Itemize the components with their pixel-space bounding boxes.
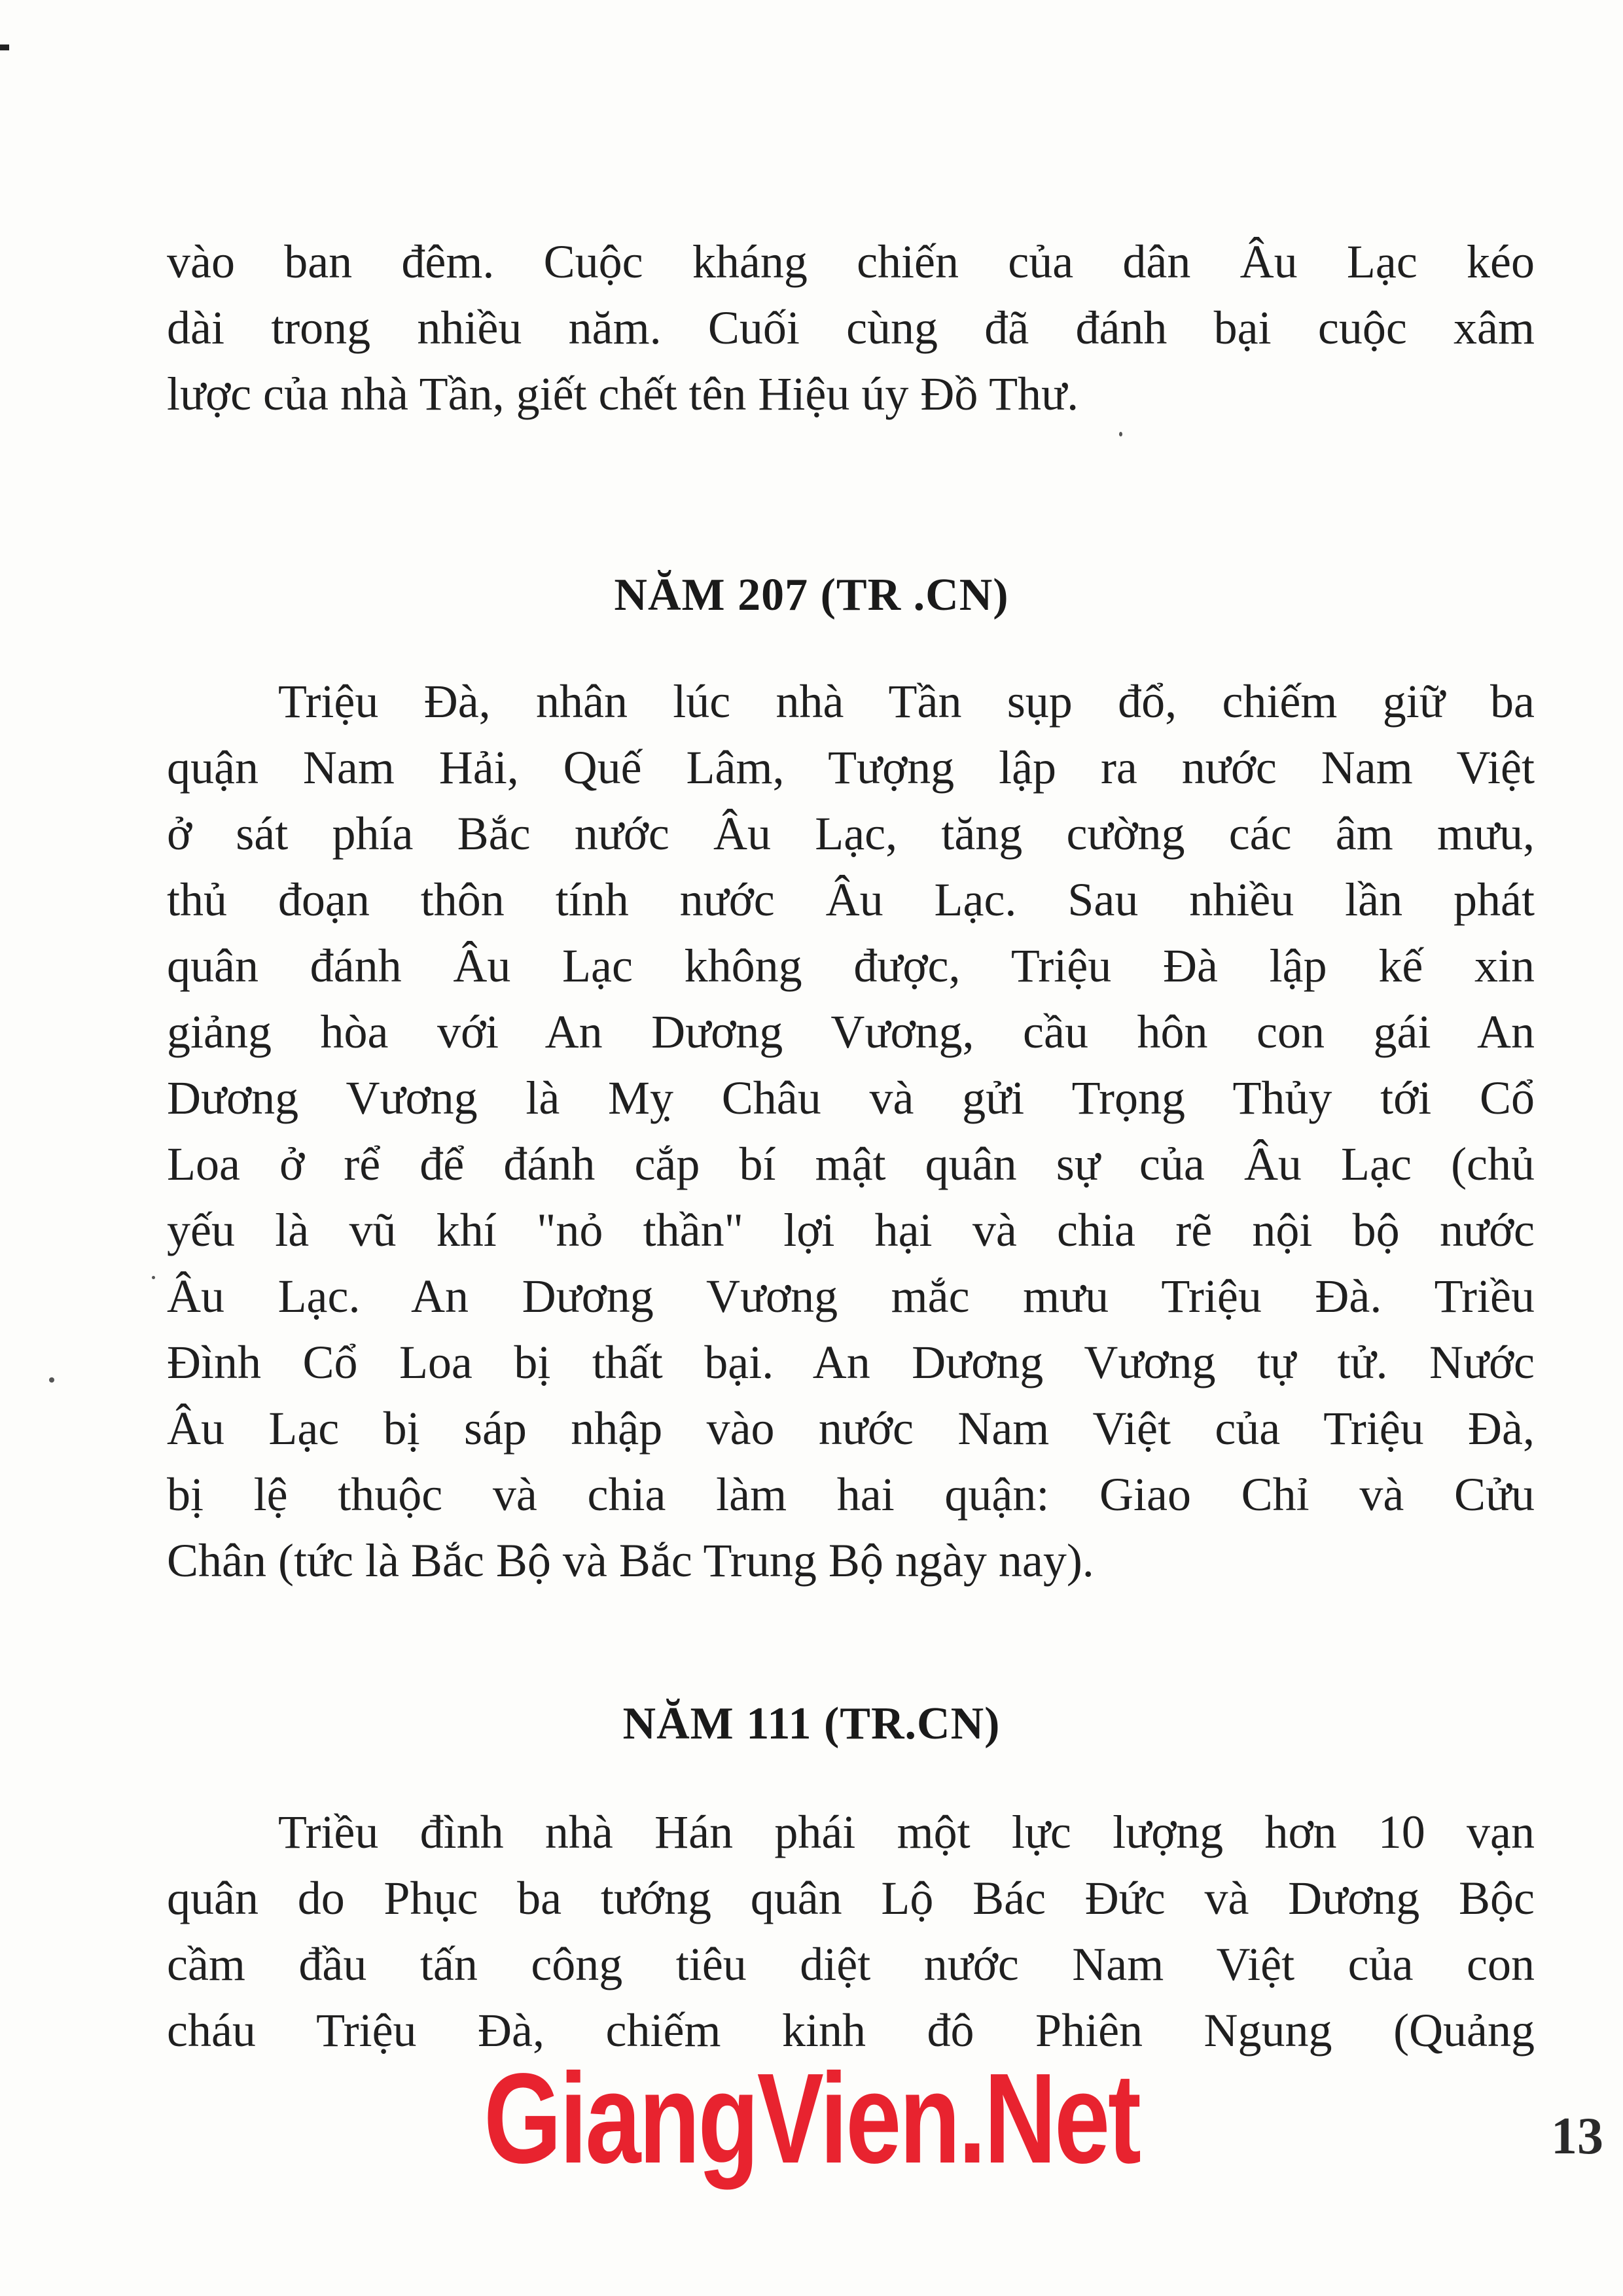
paragraph-line: Dương Vương là Mỵ Châu và gửi Trọng Thủy tới Cổ — [167, 1072, 1535, 1124]
paragraph-line: thủ đoạn thôn tính nước Âu Lạc. Sau nhiều lần phát — [167, 874, 1535, 926]
scan-speck — [49, 1377, 54, 1383]
paragraph-line: Triệu Đà, nhân lúc nhà Tần sụp đổ, chiếm giữ ba — [278, 675, 1535, 728]
continuation-paragraph — [167, 229, 1535, 427]
page-number: 13 — [1551, 2108, 1603, 2165]
section-heading-207: NĂM 207 (TR .CN) — [614, 570, 1009, 620]
paragraph-line: vào ban đêm. Cuộc kháng chiến của dân Âu Lạc kéo — [167, 236, 1535, 288]
paragraph-line: Chân (tức là Bắc Bộ và Bắc Trung Bộ ngày nay). — [167, 1534, 1094, 1587]
paragraph-line: Âu Lạc bị sáp nhập vào nước Nam Việt của Triệu Đà, — [167, 1402, 1535, 1455]
paragraph-line: dài trong nhiều năm. Cuối cùng đã đánh bại cuộc xâm — [167, 302, 1535, 354]
paragraph-line: quân do Phục ba tướng quân Lộ Bác Đức và Dương Bộc — [167, 1872, 1535, 1924]
paragraph-line: Âu Lạc. An Dương Vương mắc mưu Triệu Đà. Triều — [167, 1270, 1535, 1322]
paragraph-111 — [167, 1799, 1535, 2064]
paragraph-line: quân đánh Âu Lạc không được, Triệu Đà lập kế xin — [167, 940, 1535, 992]
paragraph-line: Đình Cổ Loa bị thất bại. An Dương Vương tự tử. Nước — [167, 1336, 1535, 1388]
watermark-logo: GiangVien.Net — [484, 2047, 1139, 2190]
paragraph-line: giảng hòa với An Dương Vương, cầu hôn con gái An — [167, 1006, 1535, 1058]
paragraph-line: lược của nhà Tần, giết chết tên Hiệu úy Đồ Thư. — [167, 368, 1079, 420]
paragraph-line: cầm đầu tấn công tiêu diệt nước Nam Việt của con — [167, 1938, 1535, 1990]
paragraph-line: Loa ở rể để đánh cắp bí mật quân sự của Âu Lạc (chủ — [167, 1138, 1535, 1190]
paragraph-207 — [167, 669, 1535, 1594]
section-heading-111: NĂM 111 (TR.CN) — [622, 1699, 1001, 1749]
paragraph-line: bị lệ thuộc và chia làm hai quận: Giao Chỉ và Cửu — [167, 1468, 1535, 1521]
scan-speck — [1119, 432, 1122, 436]
scan-edge-mark — [0, 44, 9, 50]
paragraph-line: ở sát phía Bắc nước Âu Lạc, tăng cường các âm mưu, — [167, 807, 1535, 860]
paragraph-line: yếu là vũ khí "nỏ thần" lợi hại và chia rẽ nội bộ nước — [167, 1204, 1535, 1256]
paragraph-line: cháu Triệu Đà, chiếm kinh đô Phiên Ngung (Quảng — [167, 2004, 1535, 2057]
scan-speck — [152, 1276, 155, 1279]
paragraph-line: quận Nam Hải, Quế Lâm, Tượng lập ra nước Nam Việt — [167, 741, 1535, 794]
paragraph-line: Triều đình nhà Hán phái một lực lượng hơn 10 vạn — [278, 1806, 1535, 1858]
